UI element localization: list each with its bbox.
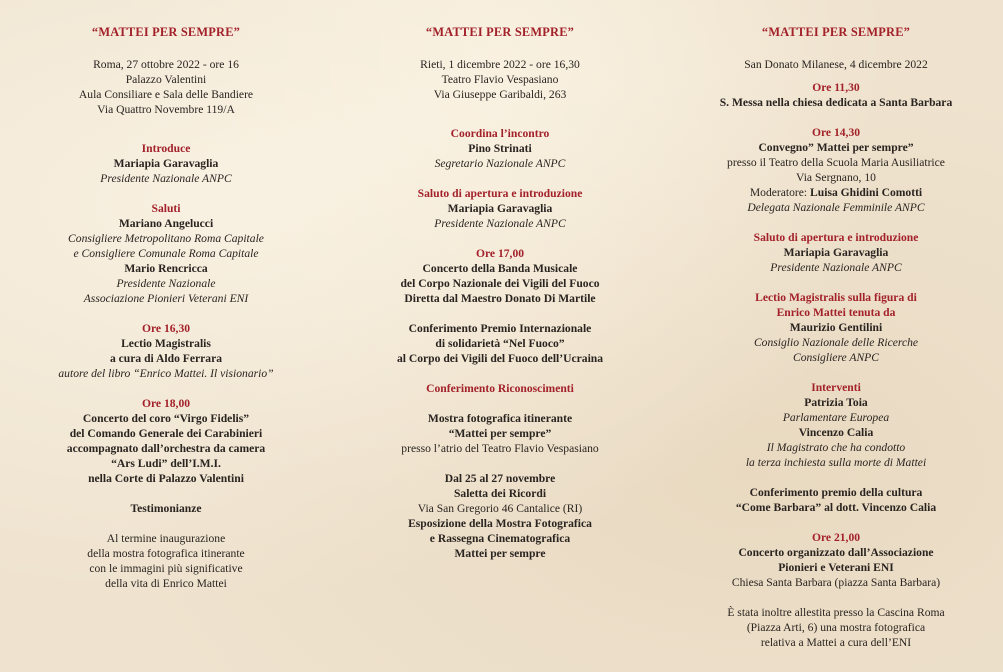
program-line: al Corpo dei Vigili del Fuoco dell’Ucraina	[396, 352, 604, 365]
person-name: Vincenzo Calia	[798, 426, 874, 439]
person-name: Maurizio Gentilini	[789, 321, 883, 334]
program-line: Via San Gregorio 46 Cantalice (RI)	[417, 502, 583, 515]
person-name: Patrizia Toia	[804, 396, 868, 409]
person-name: Pino Strinati	[468, 142, 532, 155]
program-line: Dal 25 al 27 novembre	[444, 472, 556, 485]
program-line: autore del libro “Enrico Mattei. Il visionario”	[58, 367, 274, 380]
closing-line: Al termine inaugurazione	[106, 532, 226, 545]
person-role: Delegata Nazionale Femminile ANPC	[747, 201, 925, 214]
program-line: di solidarietà “Nel Fuoco”	[435, 337, 565, 350]
program-line: S. Messa nella chiesa dedicata a Santa Barbara	[719, 96, 953, 109]
person-role: Presidente Nazionale ANPC	[100, 172, 232, 185]
section-heading: Coordina l’incontro	[450, 127, 550, 140]
program-line: presso il Teatro della Scuola Maria Ausiliatrice	[727, 156, 945, 169]
program-line: Concerto della Banda Musicale	[422, 262, 578, 275]
person-role: Presidente Nazionale	[116, 277, 216, 290]
program-line: Pionieri e Veterani ENI	[778, 561, 894, 574]
person-role: Presidente Nazionale ANPC	[434, 217, 566, 230]
person-name: Mariapia Garavaglia	[113, 157, 219, 170]
program-line: Convegno” Mattei per sempre”	[758, 141, 914, 154]
time-heading: Ore 18,00	[141, 397, 191, 410]
person-role: la terza inchiesta sulla morte di Mattei	[745, 456, 927, 469]
closing-line: (Piazza Arti, 6) una mostra fotografica	[746, 621, 926, 634]
person-name: Luisa Ghidini Comotti	[810, 186, 923, 199]
moderator-label: Moderatore:	[749, 186, 811, 199]
event-date: Rieti, 1 dicembre 2022 - ore 16,30	[420, 58, 580, 71]
column-title: “MATTEI PER SEMPRE”	[761, 25, 911, 39]
person-role: Il Magistrato che ha condotto	[766, 441, 906, 454]
person-name: Mario Rencricca	[124, 262, 208, 275]
person-role: Parlamentare Europea	[782, 411, 890, 424]
program-line: Conferimento premio della cultura	[749, 486, 923, 499]
person-name: Mariapia Garavaglia	[447, 202, 553, 215]
venue-address: Via Giuseppe Garibaldi, 263	[433, 88, 567, 101]
program-line: e Rassegna Cinematografica	[429, 532, 571, 545]
moderator-line	[676, 185, 996, 200]
person-role: Associazione Pionieri Veterani ENI	[83, 292, 249, 305]
program-line: del Comando Generale dei Carabinieri	[69, 427, 263, 440]
program-line: Mattei per sempre	[454, 547, 546, 560]
time-heading: Ore 17,00	[475, 247, 525, 260]
program-line: Conferimento Premio Internazionale	[408, 322, 592, 335]
event-date: San Donato Milanese, 4 dicembre 2022	[744, 58, 928, 71]
section-heading: Saluto di apertura e introduzione	[753, 231, 919, 244]
program-line: Esposizione della Mostra Fotografica	[408, 517, 592, 530]
closing-line: con le immagini più significative	[89, 562, 243, 575]
program-line: Saletta dei Ricordi	[453, 487, 547, 500]
program-line: “Mattei per sempre”	[448, 427, 552, 440]
person-name: Mariapia Garavaglia	[783, 246, 889, 259]
person-role: Consigliere ANPC	[793, 351, 879, 364]
person-role: e Consigliere Comunale Roma Capitale	[73, 247, 259, 260]
venue-line: Teatro Flavio Vespasiano	[441, 73, 559, 86]
program-line: del Corpo Nazionale dei Vigili del Fuoco	[400, 277, 600, 290]
column-san-donato	[676, 25, 996, 650]
venue-line: Palazzo Valentini	[125, 73, 207, 86]
program-line: Concerto organizzato dall’Associazione	[738, 546, 934, 559]
section-heading: Interventi	[811, 381, 861, 394]
program-line: presso l’atrio del Teatro Flavio Vespasiano	[401, 442, 599, 455]
column-title: “MATTEI PER SEMPRE”	[91, 25, 241, 39]
column-roma	[8, 25, 324, 591]
program-line: Chiesa Santa Barbara (piazza Santa Barbara)	[731, 576, 941, 589]
column-title: “MATTEI PER SEMPRE”	[425, 25, 575, 39]
time-heading: Ore 14,30	[811, 126, 861, 139]
person-role: Consigliere Metropolitano Roma Capitale	[68, 232, 264, 245]
program-line: nella Corte di Palazzo Valentini	[88, 472, 244, 485]
section-heading: Saluto di apertura e introduzione	[417, 187, 583, 200]
venue-line: Aula Consiliare e Sala delle Bandiere	[78, 88, 254, 101]
closing-line: È stata inoltre allestita presso la Cascina Roma	[727, 606, 945, 619]
closing-line: della vita di Enrico Mattei	[105, 577, 227, 590]
section-heading: Conferimento Riconoscimenti	[426, 382, 574, 395]
section-heading: Testimonianze	[130, 502, 202, 515]
column-rieti	[335, 25, 665, 561]
closing-line: della mostra fotografica itinerante	[87, 547, 245, 560]
program-line: a cura di Aldo Ferrara	[109, 352, 223, 365]
closing-line: relativa a Mattei a cura dell’ENI	[760, 636, 912, 649]
program-line: Lectio Magistralis	[121, 337, 211, 350]
program-line: Diretta dal Maestro Donato Di Martile	[404, 292, 596, 305]
section-heading: Saluti	[151, 202, 181, 215]
program-line: accompagnato dall’orchestra da camera	[66, 442, 266, 455]
program-line: Concerto del coro “Virgo Fidelis”	[82, 412, 250, 425]
person-name: Mariano Angelucci	[118, 217, 214, 230]
event-date: Roma, 27 ottobre 2022 - ore 16	[93, 58, 239, 71]
person-role: Segretario Nazionale ANPC	[434, 157, 566, 170]
time-heading: Ore 11,30	[812, 81, 860, 94]
person-role: Presidente Nazionale ANPC	[770, 261, 902, 274]
program-line: Mostra fotografica itinerante	[427, 412, 573, 425]
section-heading: Introduce	[141, 142, 191, 155]
section-heading: Enrico Mattei tenuta da	[776, 306, 896, 319]
program-line: “Come Barbara” al dott. Vincenzo Calia	[735, 501, 937, 514]
time-heading: Ore 21,00	[811, 531, 861, 544]
program-line: “Ars Ludi” dell’I.M.I.	[111, 457, 221, 470]
venue-address: Via Quattro Novembre 119/A	[97, 103, 235, 116]
section-heading: Lectio Magistralis sulla figura di	[755, 291, 917, 304]
program-line: Via Sergnano, 10	[796, 171, 876, 184]
person-role: Consiglio Nazionale delle Ricerche	[753, 336, 919, 349]
time-heading: Ore 16,30	[141, 322, 191, 335]
